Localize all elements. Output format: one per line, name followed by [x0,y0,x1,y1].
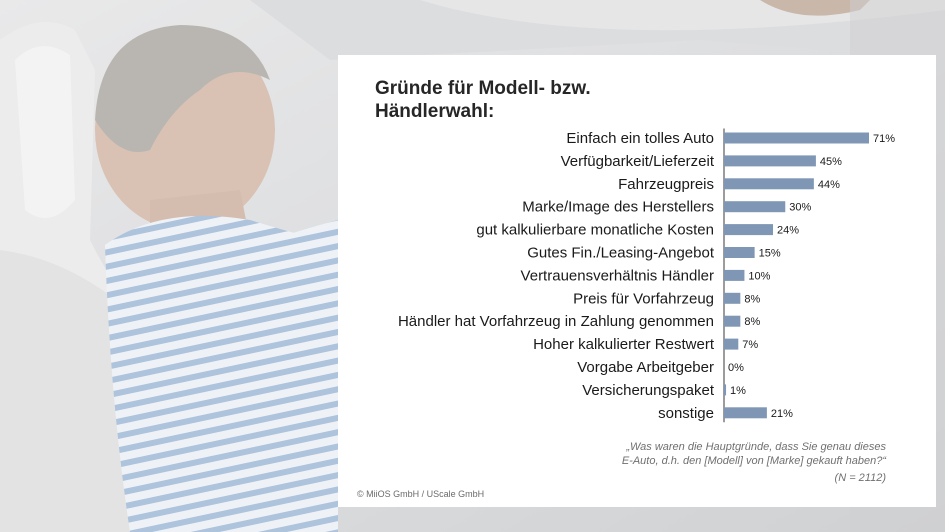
bar [724,407,767,418]
data-label: 0% [728,362,744,374]
data-label: 8% [744,293,761,306]
bar [724,178,814,189]
category-label: gut kalkulierbare monatliche Kosten [476,221,714,239]
bar-chart [338,55,936,435]
survey-question-line-2: E-Auto, d.h. den [Modell] von [Marke] gekauft haben?“ [621,455,886,467]
category-label: Einfach ein tolles Auto [566,130,714,147]
data-label: 15% [758,247,781,260]
category-label: Hoher kalkulierter Restwert [533,336,714,354]
category-label: Gutes Fin./Leasing-Angebot [527,244,714,262]
bar [724,293,740,304]
data-label: 1% [730,384,746,397]
bar [724,224,773,235]
category-label: Händler hat Vorfahrzeug in Zahlung genommen [397,313,714,331]
bar [724,339,738,350]
category-label: sonstige [658,404,714,422]
data-label: 7% [742,339,759,352]
survey-question-line-1: „Was waren die Hauptgründe, dass Sie genau dieses [626,441,886,453]
data-label: 44% [817,178,840,191]
bar [724,247,755,258]
data-label: 8% [744,316,761,329]
category-label: Vertrauensverhältnis Händler [520,267,714,285]
data-label: 10% [748,270,771,283]
sample-size: (N = 2112) [834,472,886,484]
category-label: Marke/Image des Herstellers [522,198,714,216]
chart-title-line-1: Gründe für Modell- bzw. [375,78,591,99]
category-label: Preis für Vorfahrzeug [573,290,714,308]
category-label: Verfügbarkeit/Lieferzeit [560,152,714,170]
chart-title-line-2: Händlerwahl: [375,101,495,122]
category-label: Fahrzeugpreis [618,175,714,193]
survey-question [526,440,886,468]
data-label: 71% [873,133,896,145]
chart-panel [338,55,936,507]
bar [724,384,726,395]
category-label: Versicherungspaket [582,381,714,399]
category-label: Vorgabe Arbeitgeber [577,359,714,376]
bar [724,155,816,166]
data-label: 21% [770,407,793,420]
bar [724,316,740,327]
bar [724,133,869,144]
copyright-text: © MiiOS GmbH / UScale GmbH [357,489,485,499]
data-label: 45% [819,155,842,168]
data-label: 30% [789,201,812,214]
bar [724,270,744,281]
bar [724,201,785,212]
data-label: 24% [777,224,800,237]
